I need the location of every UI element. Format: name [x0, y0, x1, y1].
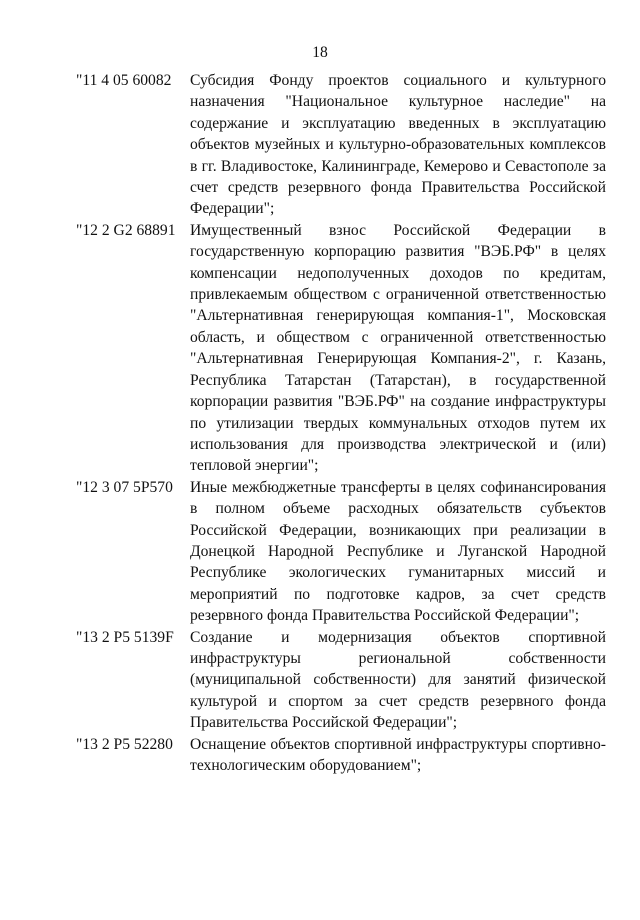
budget-description: Субсидия Фонду проектов социального и культурного назначения "Национальное культурное наследие" на содержание и эксплуатацию введенных в эксплуатацию объектов музейных и культурно-образовательных комплексов в гг. Владивостоке, Калининграде, Кемерово и Севастополе за счет средств резервного фонда Правительства Российской Федерации"; [190, 72, 606, 218]
budget-code: "11 4 05 60082 [76, 72, 172, 89]
budget-description: Оснащение объектов спортивной инфраструктуры спортивно-технологическим оборудованием"; [190, 735, 606, 774]
budget-description: Создание и модернизация объектов спортивной инфраструктуры региональной собственности (муниципальной собственности) для занятий физической культурой и спортом за счет средств резервного фонда Правительства Российской Федерации"; [190, 628, 606, 732]
budget-entry-2 [76, 220, 606, 477]
budget-code: "12 3 07 5Р570 [76, 478, 173, 496]
budget-code: "12 2 G2 68891 [76, 221, 176, 239]
budget-code: "13 2 Р5 52280 [76, 735, 173, 753]
budget-code: "13 2 Р5 5139F [76, 628, 174, 646]
budget-entry-3 [76, 477, 606, 627]
budget-code-list [76, 70, 606, 776]
page-number: 18 [312, 44, 328, 61]
budget-entry-1 [76, 70, 606, 220]
budget-description: Имущественный взнос Российской Федерации в государственную корпорацию развития "ВЭБ.РФ" в целях компенсации недополученных доходов по кредитам, привлекаемым обществом с ограниченной ответственностью "Альтернативная генерирующая компания-1", Московская область, и обществом с ограниченной ответственностью "Альтернативная Генерирующая Компания-2", г. Казань, Республика Татарстан (Татарстан), в государственной корпорации развития "ВЭБ.РФ" на создание инфраструктуры по утилизации твердых коммунальных отходов путем их использования для производства электрической и (или) тепловой энергии"; [190, 221, 606, 475]
budget-entry-4 [76, 627, 606, 734]
budget-description: Иные межбюджетные трансферты в целях софинансирования в полном объеме расходных обязательств субъектов Российской Федерации, возникающих при реализации в Донецкой Народной Республике и Луганской Народной Республике экологических гуманитарных миссий и мероприятий по подготовке кадров, за счет средств резервного фонда Правительства Российской Федерации"; [190, 478, 606, 625]
budget-entry-5 [76, 734, 606, 777]
